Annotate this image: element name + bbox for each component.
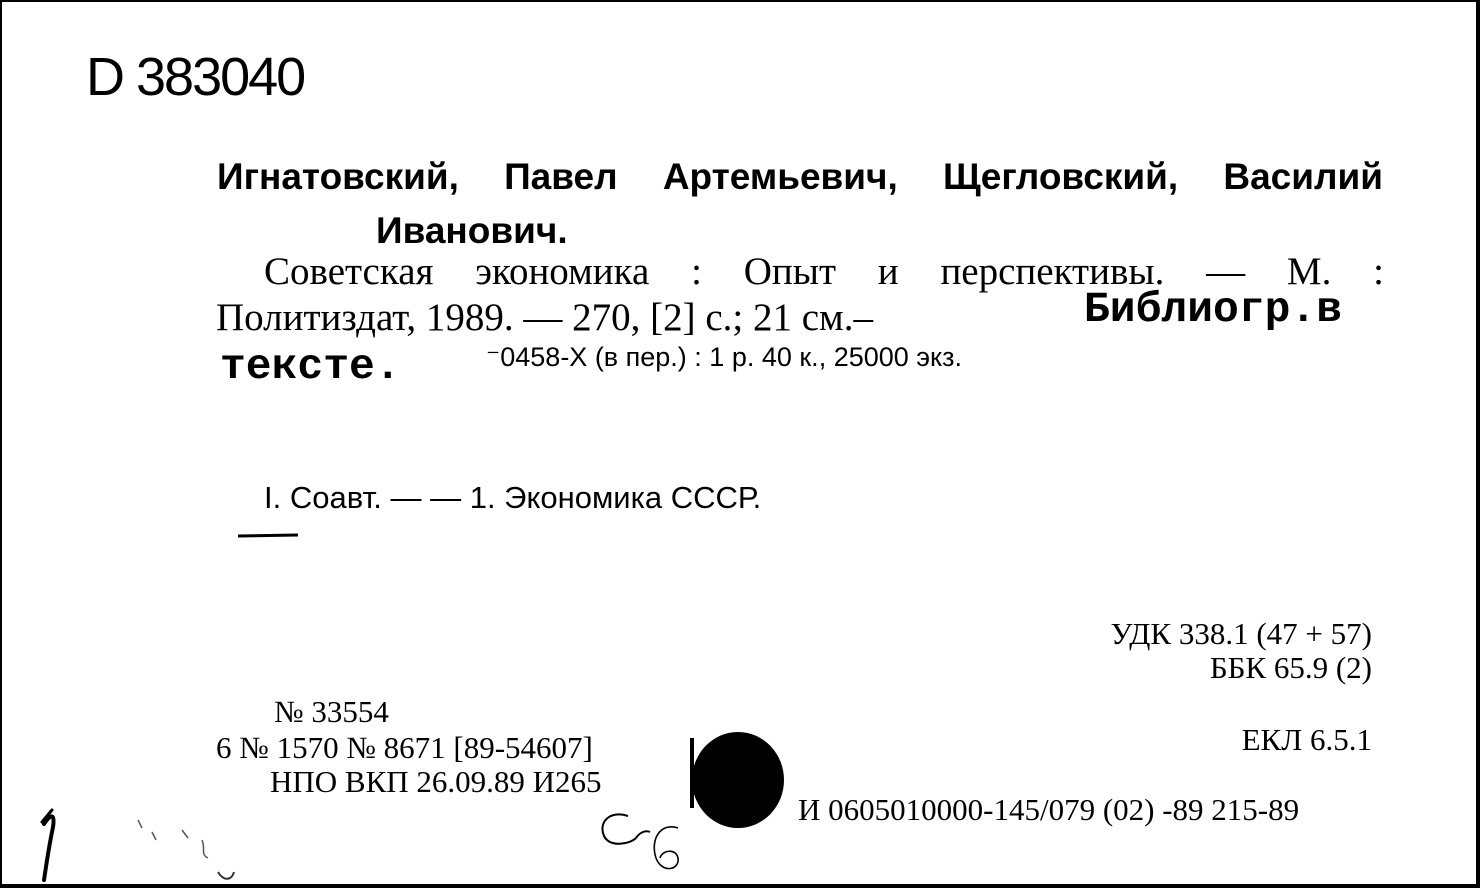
punch-hole <box>692 732 784 828</box>
publisher-index: И 0605010000-145/079 (02) -89 215-89 <box>798 792 1300 827</box>
tracing-underline <box>238 533 298 537</box>
title-word: экономика <box>475 250 650 293</box>
tracings: I. Соавт. — — 1. Экономика СССР. <box>264 480 762 515</box>
title-word: — <box>1206 250 1246 293</box>
author-heading-continuation: Иванович. <box>376 210 568 251</box>
author-word: Щегловский, <box>943 156 1179 197</box>
print-run-line: 6 № 1570 № 8671 [89-54607] <box>216 730 593 765</box>
title-word: М. <box>1286 250 1332 293</box>
bibliography-note-continuation: тексте. <box>220 342 401 391</box>
udk-classification: УДК 338.1 (47 + 57) <box>1110 616 1372 651</box>
title-word: и <box>877 250 899 293</box>
handwritten-initials-icon <box>590 802 690 882</box>
author-word: Павел <box>504 156 618 197</box>
author-word: Артемьевич, <box>662 156 898 197</box>
bbk-classification: ББК 65.9 (2) <box>1209 650 1372 685</box>
title-word: Советская <box>264 250 434 293</box>
title-word: : <box>1373 250 1384 293</box>
title-word: : <box>691 250 702 293</box>
printer-line: НПО ВКП 26.09.89 И265 <box>270 764 602 799</box>
author-heading <box>217 156 1383 198</box>
ekl-classification: ЕКЛ 6.5.1 <box>1241 722 1372 757</box>
title-word: перспективы. <box>940 250 1165 293</box>
title-word: Опыт <box>743 250 836 293</box>
handwritten-mark-icon <box>22 792 242 892</box>
bibliography-note: Библиогр.в <box>1084 285 1343 334</box>
publication-details: Политиздат, 1989. — 270, [2] с.; 21 см.– <box>216 296 873 339</box>
author-word: Василий <box>1223 156 1383 197</box>
isbn-price-line: ⁻0458-X (в пер.) : 1 р. 40 к., 25000 экз. <box>486 342 963 372</box>
call-number: D 383040 <box>86 47 305 107</box>
order-number: № 33554 <box>274 694 389 729</box>
author-word: Игнатовский, <box>217 156 459 197</box>
